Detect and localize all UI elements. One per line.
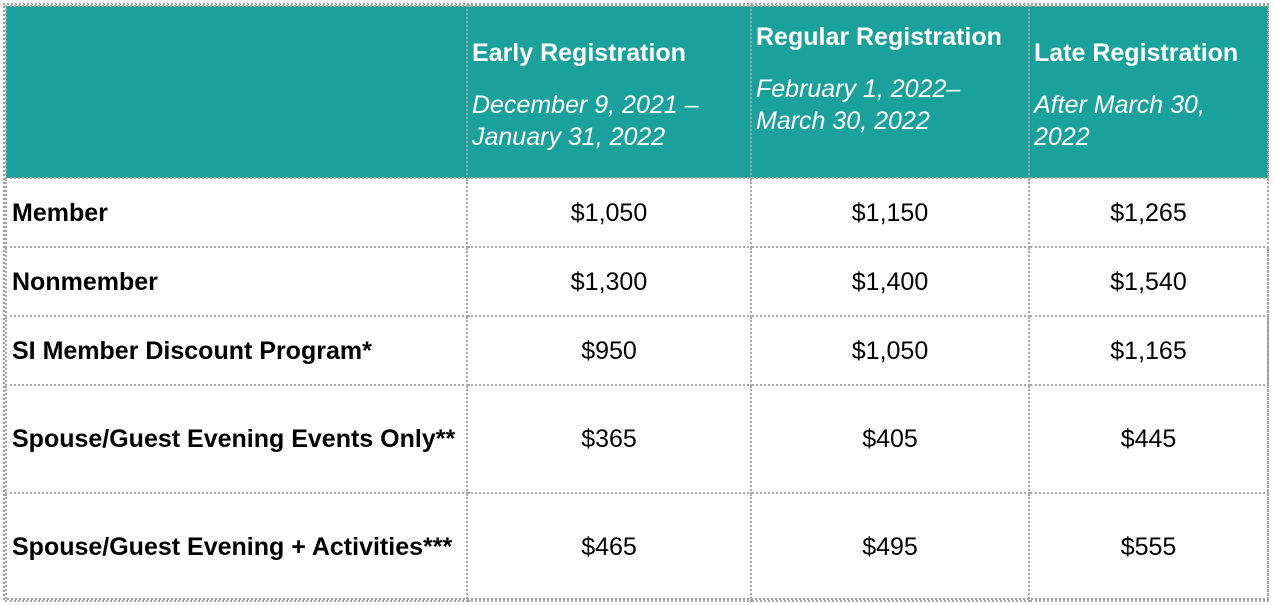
row-label: Member (6, 178, 467, 247)
row-label: Spouse/Guest Evening Events Only** (6, 385, 467, 493)
table-row (6, 385, 1268, 493)
regular-price: $1,400 (751, 247, 1029, 316)
early-price: $950 (467, 316, 751, 385)
header-title: Regular Registration (756, 23, 1002, 51)
regular-price: $1,150 (751, 178, 1029, 247)
pricing-table-frame (3, 3, 1269, 600)
table-header-row (6, 6, 1268, 178)
regular-price: $495 (751, 493, 1029, 601)
early-price: $465 (467, 493, 751, 601)
row-label: Nonmember (6, 247, 467, 316)
late-price: $1,265 (1029, 178, 1268, 247)
header-regular-registration (751, 6, 1029, 178)
early-price: $365 (467, 385, 751, 493)
header-empty-cell (6, 6, 467, 178)
row-label: SI Member Discount Program* (6, 316, 467, 385)
header-title: Early Registration (472, 39, 686, 67)
table-row (6, 247, 1268, 316)
late-price: $1,540 (1029, 247, 1268, 316)
regular-price: $1,050 (751, 316, 1029, 385)
header-dates: December 9, 2021 – January 31, 2022 (472, 91, 699, 151)
late-price: $445 (1029, 385, 1268, 493)
table-row (6, 316, 1268, 385)
table-row (6, 493, 1268, 601)
header-early-registration (467, 6, 751, 178)
late-price: $555 (1029, 493, 1268, 601)
early-price: $1,050 (467, 178, 751, 247)
table-row (6, 178, 1268, 247)
header-dates: February 1, 2022– March 30, 2022 (756, 75, 961, 135)
regular-price: $405 (751, 385, 1029, 493)
registration-pricing-table (5, 5, 1269, 602)
header-late-registration (1029, 6, 1268, 178)
header-title: Late Registration (1034, 39, 1239, 67)
late-price: $1,165 (1029, 316, 1268, 385)
early-price: $1,300 (467, 247, 751, 316)
header-dates: After March 30, 2022 (1034, 91, 1205, 151)
row-label: Spouse/Guest Evening + Activities*** (6, 493, 467, 601)
